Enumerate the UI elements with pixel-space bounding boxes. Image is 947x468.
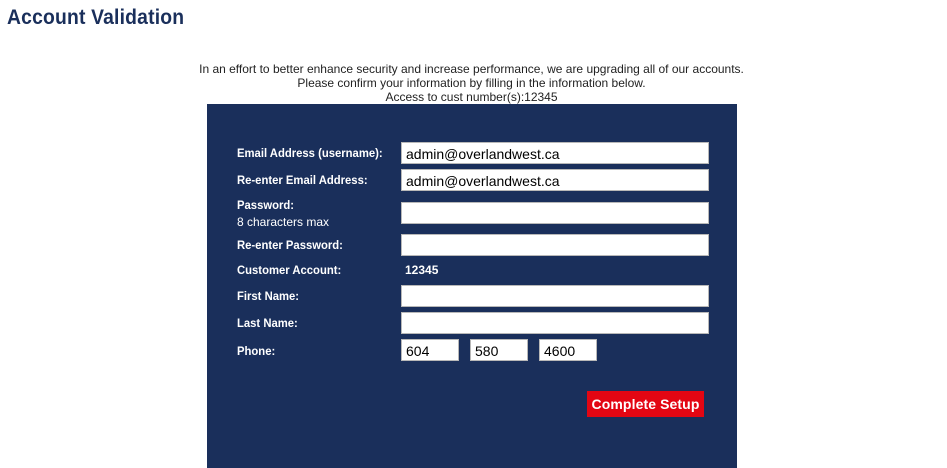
email-field[interactable] — [401, 142, 709, 164]
account-validation-form — [207, 104, 737, 468]
intro-line-1: In an effort to better enhance security and increase performance, we are upgrading all of our accounts. — [199, 62, 744, 76]
reenter-password-label: Re-enter Password: — [237, 238, 343, 252]
last-name-field[interactable] — [401, 312, 709, 334]
reenter-email-field[interactable] — [401, 169, 709, 191]
page-title: Account Validation — [7, 6, 185, 29]
customer-account-value: 12345 — [405, 263, 439, 277]
reenter-password-field[interactable] — [401, 234, 709, 256]
first-name-field[interactable] — [401, 285, 709, 307]
phone-prefix-field[interactable] — [470, 339, 528, 361]
password-label: Password: — [237, 198, 295, 212]
intro-text — [0, 62, 943, 104]
phone-area-code-field[interactable] — [401, 339, 459, 361]
customer-account-label: Customer Account: — [237, 263, 342, 277]
complete-setup-button[interactable]: Complete Setup — [587, 391, 704, 417]
password-hint: 8 characters max — [237, 215, 330, 229]
reenter-email-label: Re-enter Email Address: — [237, 173, 368, 187]
phone-label: Phone: — [237, 344, 276, 358]
phone-line-field[interactable] — [539, 339, 597, 361]
intro-line-2: Please confirm your information by filling in the information below. — [297, 76, 646, 90]
first-name-label: First Name: — [237, 289, 300, 303]
last-name-label: Last Name: — [237, 316, 298, 330]
intro-line-3: Access to cust number(s):12345 — [385, 90, 558, 104]
email-label: Email Address (username): — [237, 146, 383, 160]
password-field[interactable] — [401, 202, 709, 224]
